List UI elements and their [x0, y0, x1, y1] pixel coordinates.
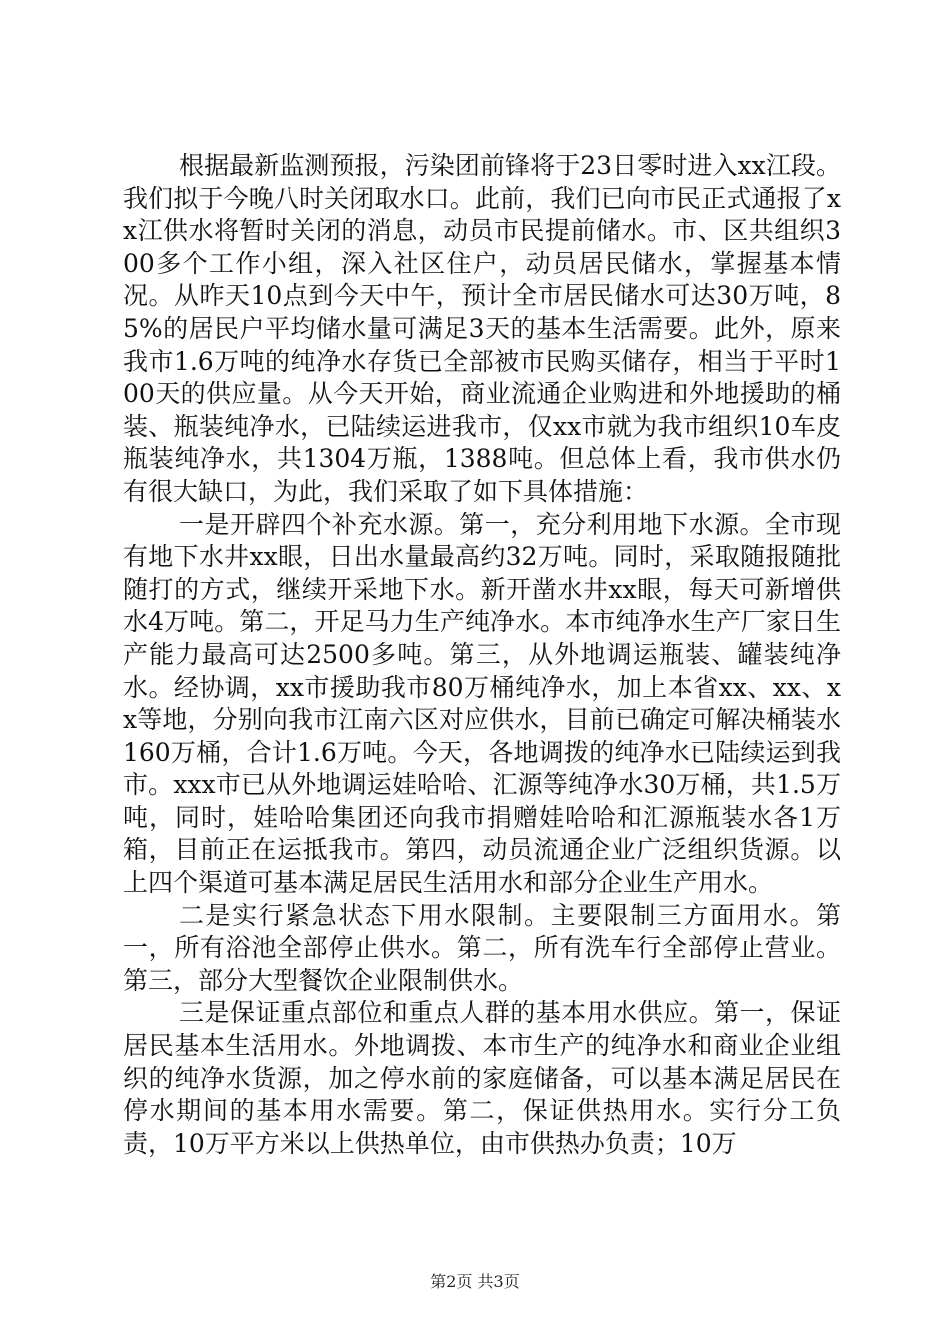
paragraph-2: 一是开辟四个补充水源。第一，充分利用地下水源。全市现有地下水井xx眼，日出水量最高约32万吨。同时，采取随报随批随打的方式，继续开采地下水。新开凿水井xx眼，每天可新增供水4万吨。第二，开足马力生产纯净水。本市纯净水生产厂家日生产能力最高可达2500多吨。第三，从外地调运瓶装、罐装纯净水。经协调，xx市援助我市80万桶纯净水，加上本省xx、xx、xx等地，分别向我市江南六区对应供水，目前已确定可解决桶装水160万桶，合计1.6万吨。今天，各地调拨的纯净水已陆续运到我市。xxx市已从外地调运娃哈哈、汇源等纯净水30万桶，共1.5万吨，同时，娃哈哈集团还向我市捐赠娃哈哈和汇源瓶装水各1万箱，目前正在运抵我市。第四，动员流通企业广泛组织货源。以上四个渠道可基本满足居民生活用水和部分企业生产用水。: [123, 509, 841, 898]
paragraph-1: 根据最新监测预报，污染团前锋将于23日零时进入xx江段。我们拟于今晚八时关闭取水口。此前，我们已向市民正式通报了xx江供水将暂时关闭的消息，动员市民提前储水。市、区共组织300多个工作小组，深入社区住户，动员居民储水，掌握基本情况。从昨天10点到今天中午，预计全市居民储水可达30万吨，85%的居民户平均储水量可满足3天的基本生活需要。此外，原来我市1.6万吨的纯净水存货已全部被市民购买储存，相当于平时100天的供应量。从今天开始，商业流通企业购进和外地援助的桶装、瓶装纯净水，已陆续运进我市，仅xx市就为我市组织10车皮瓶装纯净水，共1304万瓶，1388吨。但总体上看，我市供水仍有很大缺口，为此，我们采取了如下具体措施：: [123, 151, 841, 506]
paragraph-4: 三是保证重点部位和重点人群的基本用水供应。第一，保证居民基本生活用水。外地调拨、本市生产的纯净水和商业企业组织的纯净水货源，加之停水前的家庭储备，可以基本满足居民在停水期间的基本用水需要。第二，保证供热用水。实行分工负责，10万平方米以上供热单位，由市供热办负责；10万: [123, 998, 841, 1158]
document-body: [123, 150, 841, 1160]
paragraph-3: 二是实行紧急状态下用水限制。主要限制三方面用水。第一，所有浴池全部停止供水。第二，所有洗车行全部停止营业。第三，部分大型餐饮企业限制供水。: [123, 900, 841, 995]
page-number-footer: 第2页 共3页: [430, 1272, 520, 1291]
